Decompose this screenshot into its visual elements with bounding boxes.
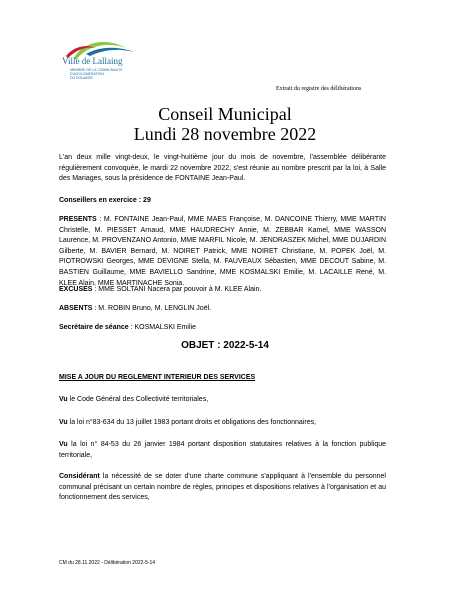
page-footer: CM du 28.11.2022 - Délibération 2022-5-14 <box>59 560 156 566</box>
town-logo <box>56 36 146 96</box>
presents-paragraph: PRESENTS : M. FONTAINE Jean-Paul, MME MAES Françoise, M. DANCOINE Thierry, MME MARTIN Christelle, M. PIESSET Arnaud, MME HAUDRECHY Annie, M. ZEBBAR Kamel, MME WASSON Laurence, M. PROVENZANO Antonio, MME MARFIL Nicole, M. JENDRASZEK Michel, MME DUJARDIN Gilberte, M. BAVIER Bernard, M. NOIRET Patrick, MME NOIRET Christiane, M. POPEK Joël, M. PIOTROWSKI Georges, MME DEVIGNE Stella, M. FAUVEAUX Sébastien, MME DECOUT Sabine, M. BASTIEN Guillaume, MME BAVIELLO Sandrine, MME KOSMALSKI Emilie, M. LACAILLE René, M. KLEE Alain, MME MARTINACHE Sonia. <box>59 216 386 287</box>
intro-paragraph: L'an deux mille vingt-deux, le vingt-huitième jour du mois de novembre, l'assemblée délibérante régulièrement convoquée, le mardi 22 novembre 2022, s'est réunie au nombre prescrit par la loi, à Salle des Mariages, sous la présidence de FONTAINE Jean-Paul. <box>59 154 386 183</box>
secretaire-line: Secrétaire de séance : KOSMALSKI Emilie <box>59 324 196 331</box>
logo-subtitle: MEMBRE DE LA COMMUNAUTE D'AGGLOMERATION DU DOUAISIS <box>70 68 123 80</box>
document-title: Conseil Municipal <box>158 104 292 124</box>
section-title: MISE A JOUR DU REGLEMENT INTERIEUR DES SERVICES <box>59 374 256 381</box>
vu-paragraph-2: Vu la loi n°83-634 du 13 juillet 1983 portant droits et obligations des fonctionnaires, <box>59 419 317 426</box>
excuses-line: EXCUSES : MME SOLTANI Nacera par pouvoir à M. KLEE Alain. <box>59 286 262 293</box>
objet-heading: OBJET : 2022-5-14 <box>181 340 269 351</box>
absents-line: ABSENTS : M. ROBIN Bruno, M. LENGLIN Joël. <box>59 305 212 312</box>
register-extract-label: Extrait du registre des délibérations <box>276 86 362 92</box>
conseillers-line: Conseillers en exercice : 29 <box>59 197 151 204</box>
considerant-paragraph: Considérant la nécessité de se doter d'une charte commune s'appliquant à l'ensemble du personnel communal précisant un certain nombre de règles, principes et dispositions relatives à l'organisation et au fonctionnement des services, <box>59 473 386 502</box>
meeting-date: Lundi 28 novembre 2022 <box>133 124 317 144</box>
vu-paragraph-1: Vu le Code Général des Collectivité territoriales, <box>59 396 209 403</box>
logo-name: Ville de Lallaing <box>62 56 123 66</box>
vu-paragraph-3: Vu la loi n° 84-53 du 26 janvier 1984 portant disposition statutaires relatives à la fonction publique territoriale, <box>59 441 386 459</box>
